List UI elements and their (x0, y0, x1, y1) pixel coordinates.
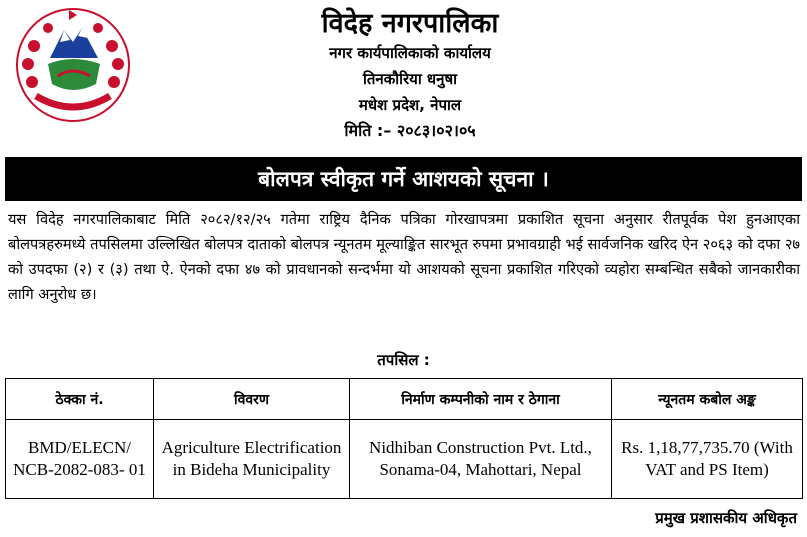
notice-title-banner: बोलपत्र स्वीकृत गर्ने आशयको सूचना । (5, 157, 802, 201)
details-label: तपसिल : (377, 351, 430, 369)
cell-amount: Rs. 1,18,77,735.70 (With VAT and PS Item) (612, 420, 803, 499)
header-amount: न्यूनतम कबोल अङ्क (612, 379, 803, 420)
notice-date: मिति :– २०८३।०२।०५ (344, 121, 476, 140)
signatory-title: प्रमुख प्रशासकीय अधिकृत (655, 509, 797, 527)
table-header-row (6, 379, 803, 420)
nepal-emblem-icon (14, 6, 132, 124)
cell-description: Agriculture Electrification in Bideha Municipality (154, 420, 350, 499)
municipality-name: विदेह नगरपालिका (321, 8, 499, 39)
header-description: विवरण (154, 379, 350, 420)
table-row (6, 420, 803, 499)
office-location: तिनकौरिया धनुषा (362, 70, 458, 88)
notice-paragraph: यस विदेह नगरपालिकाबाट मिति २०८२/१२/२५ गतेमा राष्ट्रिय दैनिक पत्रिका गोरखापत्रमा प्रकाशित सूचना अनुसार रीतपूर्वक पेश हुनआएका बोलपत्रहरुमध्ये तपसिलमा उल्लिखित बोलपत्र दाताको बोलपत्र न्यूनतम मूल्याङ्कित सारभूत रुपमा प्रभावग्राही भई सार्वजनिक खरिद ऐन २०६३ को दफा २७ को उपदफा (२) र (३) तथा ऐ. ऐनको दफा ४७ को प्रावधानको सन्दर्भमा यो आशयको सूचना प्रकाशित गरिएको व्यहोरा सम्बन्धित सबैको जानकारीका लागि अनुरोध छ। (8, 211, 800, 303)
letterhead (150, 8, 670, 144)
header-company: निर्माण कम्पनीको नाम र ठेगाना (350, 379, 612, 420)
province-line: मधेश प्रदेश, नेपाल (358, 96, 462, 114)
cell-company: Nidhiban Construction Pvt. Ltd., Sonama-04, Mahottari, Nepal (350, 420, 612, 499)
office-name: नगर कार्यपालिकाको कार्यालय (329, 44, 491, 62)
bid-table (5, 378, 803, 499)
header-contract-no: ठेक्का नं. (6, 379, 154, 420)
cell-contract-no: BMD/ELECN/ NCB-2082-083- 01 (6, 420, 154, 499)
